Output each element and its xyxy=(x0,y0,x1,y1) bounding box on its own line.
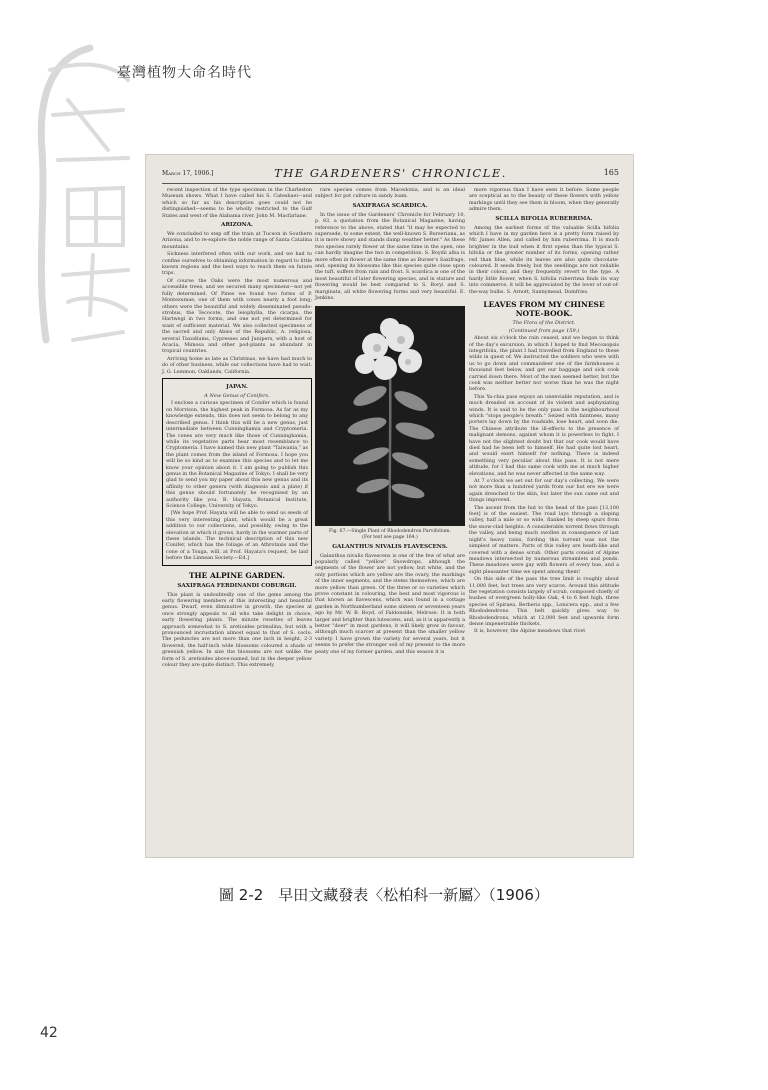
paragraph: more vigorous than I have seen it before. Some people are sceptical as to the beauty of these flowers with yellow markings until they see them in bloom, when they generally admire them. xyxy=(469,187,619,213)
page-number: 42 xyxy=(40,1025,58,1041)
paragraph: rare species comes from Macedonia, and is an ideal subject for pot culture in sandy loam. xyxy=(315,187,465,200)
paragraph: It is, however, the Alpine meadows that rivet xyxy=(474,628,586,635)
figure-caption: Fig. 67.—Single Plant of Rhododendron Parvifolium. xyxy=(329,528,451,534)
issue-date: March 17, 1906.] xyxy=(162,170,214,177)
paragraph: I enclose a curious specimen of Conifer which is found on Morrison, the highest peak in Formosa. As far as my knowledge extends, this does not seem to belong to any described genus. I think this will be a new genus, just intermediate between Cunninghamia and Cryptomeria. The cones are very much like those of Cunninghamia, while its vegetative parts bear most resemblance to Cryptomeria. I have named this new plant "Taiwania," as the plant comes from the island of Formosa. I hope you will be so kind as to examine this species and to let me know your opinion about it. I am going to publish this genus in the Botanical Magazine of Tokyo. I shall be very glad to send you my paper about this new genus and its affinity to other genera (with diagnosis and a plate) if this genus should fortunately be recognised by an authority like you. B. Hayata, Botanical Institute, Science College, University of Tokyo. xyxy=(166,400,308,509)
paragraph: Arriving home as late as Christmas, we have had much to do of other business, while our collections have had to wait. J. G. Lemmon, Oaklands, California. xyxy=(162,355,312,375)
paragraph: [We hope Prof. Hayata will be able to send us seeds of this very interesting plant, which would be a great addition to our collections, and possibly, owing to the elevation at which it grows, hardy in the warmer parts of these islands. The technical description of this new Conifer, which has the foliage of an Athrotaxis and the cone of a Tsuga, will, at Prof. Hayata's request, be laid before the Linnean Society.—Ed.] xyxy=(166,510,309,562)
figure-note: (For text see page 164.) xyxy=(362,534,418,540)
paragraph: On this side of the pass the tree limit is roughly about 11,000 feet, but trees are very scarce. Around this altitude the vegetation consists largely of scrub, composed chiefly of bushes of evergreen holly-like Oak, 4 to 6 feet high, three species of Spiraea, Berberis spp., Lonicera spp., and a few Rhododendrons. This belt quickly gives way to Rhododendrons, which at 12,000 feet and upwards form dense impenetrable thickets. xyxy=(469,576,619,627)
section-heading: SCILLA BIFOLIA RUBERRIMA. xyxy=(495,215,593,222)
continued-note: (Continued from page 159.) xyxy=(508,327,580,334)
section-heading-large: THE ALPINE GARDEN. xyxy=(188,570,286,580)
paragraph: The ascent from the hut to the head of the pass [13,100 feet] is of the easiest. The road lays through a sloping valley, half a mile or so wide, flanked by steep spurs from the snow-clad heights. A considerable torrent flows through the valley, and being much swollen in consequence of last night's heavy rains, fording this torrent was not the simplest of matters. Parts of this valley are heath-like and covered with a dense scrub. Other parts consist of Alpine meadows intersected by numerous streamlets and ponds. These meadows were gay with flowers of every hue, and a sight pleasanter time we spent among them! xyxy=(469,504,619,575)
paragraph: Among the earliest forms of the valuable Scilla bifolia which I have in my garden here is a pretty form raised by Mr. James Allen, and called by him ruberrima. It is much brighter in the bud when it first opens than the typical S. bifolia or the greater number of its forms, opening rather red than blue, while its leaves are also quite chocolate-coloured. It seeds freely, but the seedlings are not reliable in their colour, and they frequently revert to the type. A hardy little flower, when S. bifolia ruberrima finds its way into commerce, it will be appreciated by the lover of out-of-the-way bulbs. S. Arnott, Sunnymead, Dumfries. xyxy=(469,224,619,295)
paragraph: In the issue of the Gardeners' Chronicle for February 10, p. 83, a quotation from the Botanical Magazine, having reference to the above, stated that "it may be expected to supersede, to some extent, the well-known S. Burseriana, as it is more showy and stands damp weather better." As these two species rarely flower at the same time in the open, one can hardly imagine the two in competition. S. Boydii alba is more often in flower at the same time as Burser's Saxifrage, and, opening its blossoms like this species quite close upon the tuft, suffers from rain and frost. S. scardica is one of the most beautiful of later flowering species, and in stature and flowering would be best compared to S. Boryi and S. marginata, all white flowering forms and very beautiful. E. Jenkins. xyxy=(315,211,465,302)
figure-caption-main: 圖 2-2 早田文藏發表〈松柏科一新屬〉（1906） xyxy=(219,886,549,904)
section-heading: GALANTHUS NIVALIS FLAVESCENS. xyxy=(332,543,448,550)
paragraph: This plant is undoubtedly one of the gems among the early flowering members of this interesting and beautiful genus. Dwarf, even diminutive in growth, the species at once strongly appeals to all who take delight in choice, early flowering plants. The minute rosettes of leaves approach somewhat to S. aretioides primulina, but with a pronounced incrustation almost equal to that of S. coclo. The peduncles are not more than one inch in height, 2-3 flowered, the half-inch wide blossoms coloured a shade of greenish yellow. In size the blossoms are not unlike the form of S. aretioides above-named, but in the deeper yellow colour they are quite distinct. This extremely xyxy=(162,591,312,669)
section-heading: SAXIFRAGA SCARDICA. xyxy=(352,202,428,209)
taiwania-article-box xyxy=(162,378,312,566)
paragraph: Galanthus nivalis flavescens is one of the few of what are popularly called "yellow" Snowdrops, although the segments of the flower are not yellow, but white, and the only portions which are yellow are the ovary, the markings of the inner segments, and the stems themselves, which are more yellow than green. Of the three or so varieties which prove constant in colouring, the best and most vigorous is that known as flavescens, which was found in a cottage garden in Northumberland some sixteen or seventeen years ago by Mr. W. B. Boyd, of Faldonside, Melrose. It is both larger and brighter than lutescens, and, as it is apparently a better "doer" in most gardens, it will likely grow in favour, although much scarcer at present than the smaller yellow variety. I have grown the variety for several years, but it seems to prefer the stronger soil of my present to the more peaty one of my former garden, and this season it is xyxy=(315,552,466,655)
paragraph: recent inspection of the type specimen in the Charleston Museum shows. What I have called his S. Catesbaei—and which so far as his description goes could not be distinguished—seems to be wholly restricted to the Gulf States and west of the Alabama river. John M. Macfarlane. xyxy=(162,187,312,219)
calligraphy-watermark xyxy=(28,40,148,370)
newspaper-scan xyxy=(146,155,633,857)
paragraph: Sickness interfered often with our work, and we had to confine ourselves to obtaining information in regard to little known regions and the best ways to reach them on future trips. xyxy=(162,251,312,277)
journal-masthead xyxy=(162,161,619,184)
rhododendron-photo xyxy=(315,306,465,526)
paragraph: This Ya-chia pass enjoys an unenviable reputation, and is much dreaded on account of its violent and asphyxiating winds. It is said to be the only pass in the neighbourhood which "stops people's breath." Seized with faintness, many porters lay down by the roadside, lose heart, and soon die. The Chinese attribute the ill-effects to the presence of malignant demons, against whom it is powerless to fight. I have not the slightest doubt but that our cook would have died had he been left to himself. He had quite lost heart, and would exert himself for nothing. There is indeed something very peculiar about this pass. It is not mere altitude, for I had this same cook with me at much higher elevations, and he was never affected in the same way. xyxy=(469,393,619,477)
column-2 xyxy=(315,187,465,656)
journal-name: THE GARDENERS' CHRONICLE. xyxy=(274,166,507,180)
section-subheading: A New Genus of Conifers. xyxy=(204,392,270,399)
journal-page: 165 xyxy=(603,168,619,177)
section-heading: SAXIFRAGA FERDINANDI COBURGII. xyxy=(177,582,297,589)
paragraph: We concluded to step off the train at Tucson in Southern Arizona, and to re-explore the noble range of Santa Catalina mountains. xyxy=(162,231,312,250)
book-series-title: 臺灣植物大命名時代 xyxy=(117,65,252,81)
column-3 xyxy=(469,187,619,636)
section-heading: JAPAN. xyxy=(226,383,248,390)
paragraph: At 7 o'clock we set out for our day's collecting. We were not more than a hundred yards from our hut ere we were again drenched to the skin, but later the sun came out and things improved. xyxy=(469,478,619,504)
paragraph: About six o'clock the rain ceased, and we began to think of the day's excursion, in which I hoped to find Meconopsis integrifolia, the plant I had travelled from England to these wilds in quest of. We instructed the soldiers who were with us to go down and commandeer one of the farmhouses a thousand feet below, and get our baggage and sick cook carried down there. Most of the men seemed better, but the cook was neither better nor worse than he was the night before. xyxy=(469,335,619,393)
section-subheading: The Flora of the District. xyxy=(512,320,576,327)
paragraph: Of course the Oaks were the most numerous and accessible trees, and we secured many specimens—not yet fully determined. Of Pines we found two forms of P. Montezumae, one of them with cones nearly a foot long; others were the beautiful and widely disseminated pseudo-strobus, the Tecocote, the leiophylla, the cicarpa, the Hartwegi in two forms, and one not yet determined for want of sufficient material. We also collected specimens of the sacred and only Abies of the Republic, A. religiosa, several Taxodiums, Cypresses and Junipers, with a host of Acacia, Mimosa and other pod-plants as abundant in tropical countries. xyxy=(162,277,312,355)
section-heading: ARIZONA. xyxy=(221,222,253,229)
section-heading-large: LEAVES FROM MY CHINESE NOTE-BOOK. xyxy=(483,300,605,319)
column-1 xyxy=(162,187,312,670)
